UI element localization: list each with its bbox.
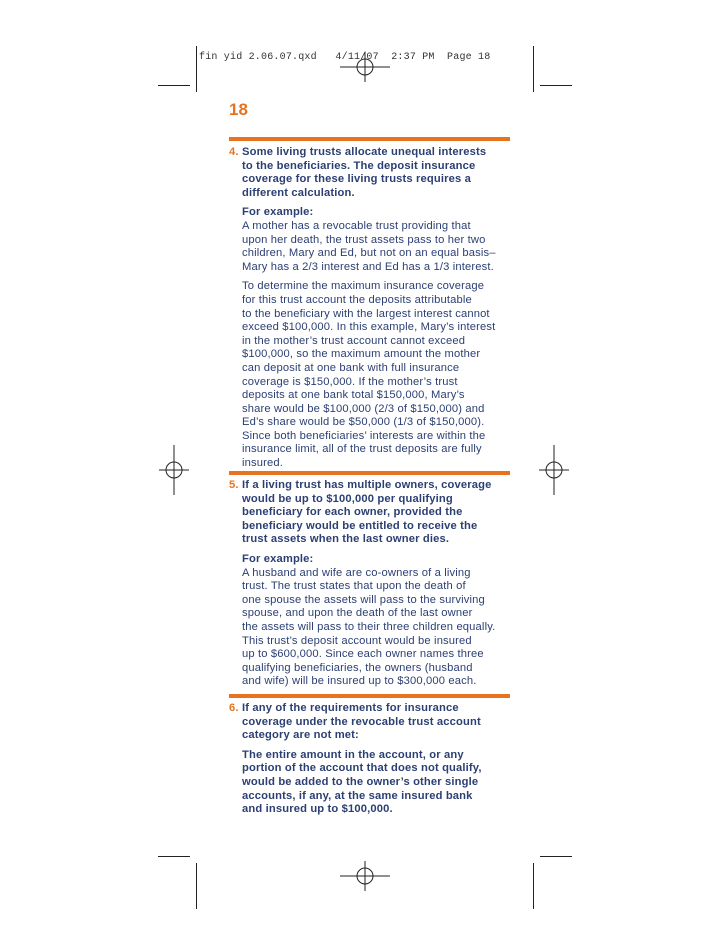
section-4 [229,146,519,471]
crop-mark [196,46,197,92]
section-heading [229,702,519,743]
heading-line: trust assets when the last owner dies. [242,533,450,546]
crop-mark [533,46,534,92]
text-line: and wife) will be insured up to $300,000 each. [242,675,477,688]
heading-line: would be up to $100,000 per qualifying [242,492,453,505]
example-label: For example: [242,206,314,219]
heading-line: beneficiary would be entitled to receive the [242,519,478,532]
text-line: A mother has a revocable trust providing that [242,219,471,232]
text-line: one spouse the assets will pass to the surviving [242,593,485,606]
heading-line: coverage under the revocable trust account [242,715,481,728]
section-heading [229,479,519,547]
text-line: trust. The trust states that upon the death of [242,580,466,593]
heading-line: category are not met: [242,729,359,742]
body-paragraph [229,280,519,470]
example-label: For example: [242,552,314,565]
text-line: accounts, if any, at the same insured bank [242,789,473,802]
text-line: Since both beneficiaries’ interests are within the [242,429,486,442]
crop-mark [540,85,572,86]
section-5 [229,479,519,689]
text-line: would be added to the owner’s other single [242,775,479,788]
heading-line: to the beneficiaries. The deposit insurance [242,159,476,172]
section-number: 4. [229,146,239,158]
text-line: portion of the account that does not qualify, [242,762,482,775]
crop-mark [196,863,197,909]
example-paragraph [229,553,519,689]
text-line: spouse, and upon the death of the last owner [242,607,473,620]
text-line: $100,000, so the maximum amount the mother [242,348,481,361]
page-number: 18 [229,100,248,119]
section-heading [229,146,519,200]
text-line: can deposit at one bank with full insurance [242,361,460,374]
text-line: coverage is $150,000. If the mother’s trust [242,375,458,388]
text-line: insurance limit, all of the trust deposits are fully [242,443,482,456]
text-line: exceed $100,000. In this example, Mary’s interest [242,321,496,334]
example-paragraph [229,206,519,274]
text-line: To determine the maximum insurance coverage [242,280,485,293]
registration-mark-right [539,445,569,495]
heading-line: If a living trust has multiple owners, coverage [242,479,492,491]
heading-line: coverage for these living trusts requires a [242,173,472,186]
section-divider [229,471,510,475]
text-line: in the mother’s trust account cannot exceed [242,334,466,347]
registration-mark-bottom [340,861,390,891]
text-line: A husband and wife are co-owners of a living [242,566,471,579]
heading-line: Some living trusts allocate unequal interests [242,146,487,158]
body-paragraph [229,749,519,817]
crop-mark [540,856,572,857]
text-line: The entire amount in the account, or any [242,748,464,761]
text-line: share would be $100,000 (2/3 of $150,000) and [242,402,485,415]
text-line: the assets will pass to their three children equally. [242,620,496,633]
heading-line: different calculation. [242,186,355,199]
text-line: insured. [242,457,284,470]
crop-mark [158,856,190,857]
text-line: deposits at one bank total $150,000, Mary’s [242,389,465,402]
text-line: and insured up to $100,000. [242,803,393,816]
crop-mark [533,863,534,909]
section-number: 6. [229,702,239,714]
crop-mark [158,85,190,86]
text-line: upon her death, the trust assets pass to her two [242,233,486,246]
text-line: This trust’s deposit account would be insured [242,634,472,647]
registration-mark-top [340,52,390,82]
text-line: Ed’s share would be $50,000 (1/3 of $150,000). [242,416,485,429]
printer-slug: fin yid 2.06.07.qxd 4/11/07 2:37 PM Page 18 [199,52,491,63]
text-line: Mary has a 2/3 interest and Ed has a 1/3 interest. [242,260,494,273]
text-line: for this trust account the deposits attributable [242,293,472,306]
section-6 [229,702,519,817]
heading-line: If any of the requirements for insurance [242,702,459,714]
section-divider [229,137,510,141]
registration-mark-left [159,445,189,495]
text-line: qualifying beneficiaries, the owners (husband [242,661,473,674]
heading-line: beneficiary for each owner, provided the [242,506,463,519]
section-divider [229,694,510,698]
section-number: 5. [229,479,239,491]
text-line: to the beneficiary with the largest interest cannot [242,307,490,320]
text-line: children, Mary and Ed, but not on an equal basis– [242,247,496,260]
text-line: up to $600,000. Since each owner names three [242,648,484,661]
